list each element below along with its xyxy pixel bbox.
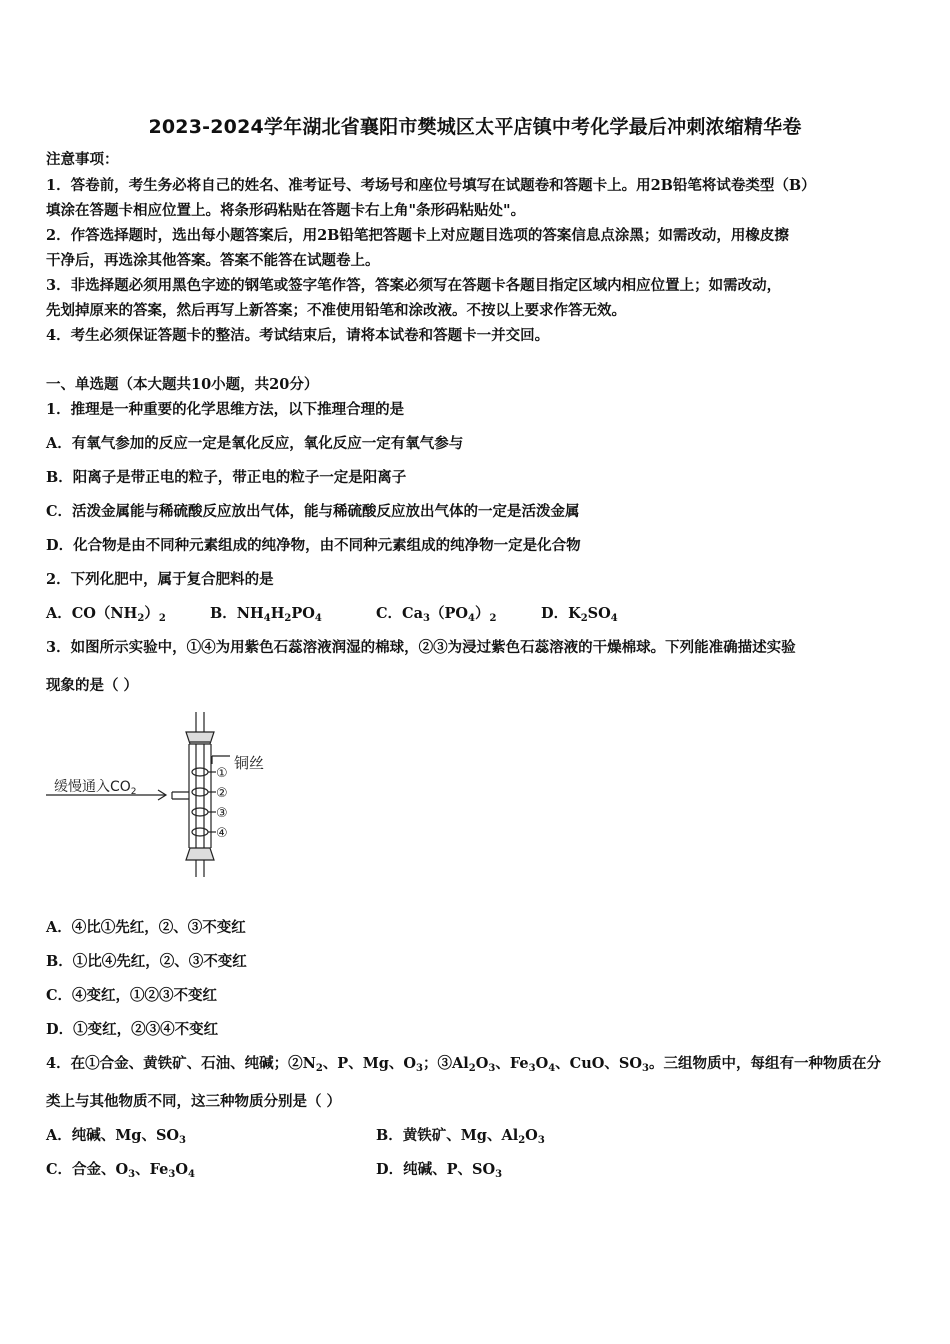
- notice-line: 先划掉原来的答案，然后再写上新答案；不准使用铅笔和涂改液。不按以上要求作答无效。: [46, 302, 626, 319]
- notice-line: 干净后，再选涂其他答案。答案不能答在试题卷上。: [46, 252, 380, 269]
- q4-option-d: D．纯碱、P、$SO_3$: [376, 1161, 503, 1180]
- q1-option-a: A．有氧气参加的反应一定是氧化反应，氧化反应一定有氧气参与: [46, 435, 464, 452]
- q2-option-d: D．$K_2SO_4$: [541, 605, 618, 624]
- q2-stem: 2．下列化肥中，属于复合肥料的是: [46, 571, 274, 588]
- notice-line: 1．答卷前，考生务必将自己的姓名、准考证号、考场号和座位号填写在试题卷和答题卡上。用2B铅笔将试卷类型（B）: [46, 177, 816, 194]
- page-title: 2023-2024学年湖北省襄阳市樊城区太平店镇中考化学最后冲刺浓缩精华卷: [148, 116, 802, 138]
- notice-heading: 注意事项：: [46, 151, 119, 168]
- q2-option-b: B．$NH_4H_2PO_4$: [210, 605, 322, 624]
- ball-label: ①: [216, 766, 228, 781]
- ball-label: ④: [216, 826, 228, 841]
- notice-line: 3．非选择题必须用黑色字迹的钢笔或签字笔作答，答案必须写在答题卡各题目指定区域内相应位置上；如需改动，: [46, 277, 782, 294]
- experiment-figure: [44, 712, 284, 882]
- q1-option-b: B．阳离子是带正电的粒子，带正电的粒子一定是阳离子: [46, 469, 407, 486]
- q3-option-d: D．①变红，②③④不变红: [46, 1021, 219, 1038]
- wire-label: 铜丝: [234, 754, 265, 772]
- q4-stem-cont: 类上与其他物质不同，这三种物质分别是（ ）: [46, 1093, 342, 1110]
- q1-stem: 1．推理是一种重要的化学思维方法，以下推理合理的是: [46, 401, 405, 418]
- q3-option-a: A．④比①先红，②、③不变红: [46, 919, 246, 936]
- q2-option-a: A．$CO(NH_2)_2$: [46, 605, 166, 624]
- q4-option-b: B．黄铁矿、Mg、$Al_2O_3$: [376, 1127, 545, 1146]
- q4-option-c: C．合金、$O_3$、$Fe_3O_4$: [46, 1161, 195, 1180]
- q3-stem: 3．如图所示实验中，①④为用紫色石蕊溶液润湿的棉球，②③为浸过紫色石蕊溶液的干燥棉球。下列能准确描述实验: [46, 639, 796, 656]
- section-heading: 一、单选题（本大题共10小题，共20分）: [46, 376, 319, 393]
- notice-line: 填涂在答题卡相应位置上。将条形码粘贴在答题卡右上角"条形码粘贴处"。: [46, 202, 526, 219]
- notice-line: 2．作答选择题时，选出每小题答案后，用2B铅笔把答题卡上对应题目选项的答案信息点涂黑；如需改动，用橡皮擦: [46, 227, 789, 244]
- q1-option-d: D．化合物是由不同种元素组成的纯净物，由不同种元素组成的纯净物一定是化合物: [46, 537, 581, 554]
- ball-label: ②: [216, 786, 228, 801]
- q2-option-c: C．$Ca_3(PO_4)_2$: [376, 605, 497, 624]
- q4-option-a: A．纯碱、Mg、$SO_3$: [46, 1127, 187, 1146]
- notice-line: 4．考生必须保证答题卡的整洁。考试结束后，请将本试卷和答题卡一并交回。: [46, 327, 550, 344]
- q1-option-c: C．活泼金属能与稀硫酸反应放出气体，能与稀硫酸反应放出气体的一定是活泼金属: [46, 503, 580, 520]
- q3-option-c: C．④变红，①②③不变红: [46, 987, 218, 1004]
- experiment-diagram: [44, 712, 284, 882]
- ball-label: ③: [216, 806, 228, 821]
- q3-option-b: B．①比④先红，②、③不变红: [46, 953, 247, 970]
- q3-stem-cont: 现象的是（ ）: [46, 677, 139, 694]
- q4-stem: 4．在①合金、黄铁矿、石油、纯碱；$②N_2$、P、Mg、$O_3$；$③Al_2O_3$、$Fe_3O_4$、CuO、$SO_3$。三组物质中，每组有一种物质在分: [46, 1055, 881, 1074]
- inlet-label: 缓慢通入$CO_2$: [54, 779, 137, 797]
